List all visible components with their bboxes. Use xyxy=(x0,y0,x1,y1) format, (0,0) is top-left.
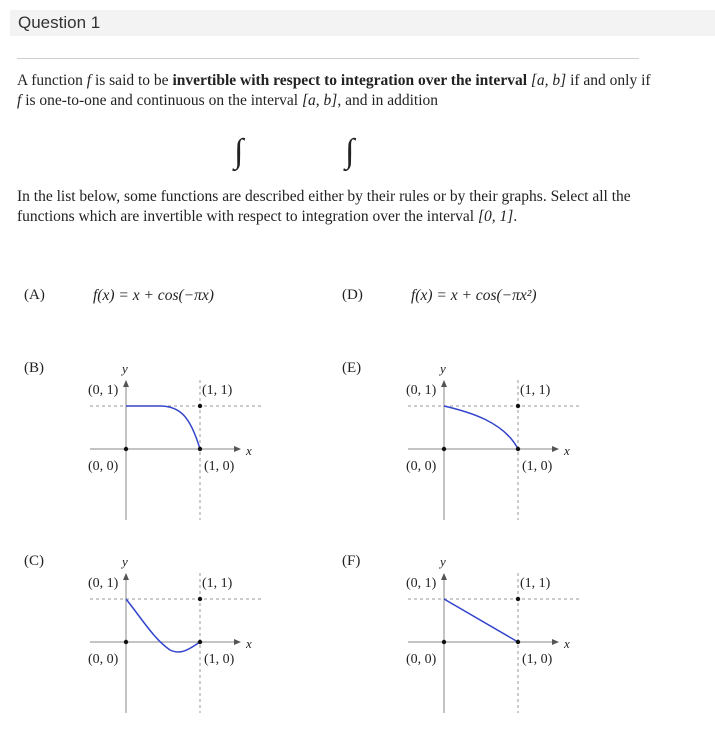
svg-text:(0, 1): (0, 1) xyxy=(88,383,119,398)
svg-text:y: y xyxy=(122,554,128,569)
svg-text:x: x xyxy=(564,443,570,458)
point-00 xyxy=(124,640,128,644)
x-axis-arrow xyxy=(234,639,241,645)
svg-text:x: x xyxy=(246,636,252,651)
svg-text:(1, 0): (1, 0) xyxy=(204,459,235,474)
point-10 xyxy=(516,640,520,644)
definition-term: invertible with respect to integration over the interval xyxy=(172,72,527,89)
option-a-formula: f(x) = x + cos(−πx) xyxy=(93,287,214,304)
svg-text:(1, 1): (1, 1) xyxy=(202,576,233,591)
divider xyxy=(17,58,639,59)
question-title: Question 1 xyxy=(18,13,101,32)
point-10 xyxy=(198,640,202,644)
svg-text:(0, 0): (0, 0) xyxy=(88,459,119,474)
x-axis-arrow xyxy=(552,639,559,645)
graph-c xyxy=(82,553,262,718)
point-11 xyxy=(198,404,202,408)
point-00 xyxy=(442,640,446,644)
option-b-label[interactable]: (B) xyxy=(24,360,44,376)
point-00 xyxy=(442,447,446,451)
point-11 xyxy=(516,404,520,408)
curve xyxy=(126,599,200,652)
instruction-paragraph: In the list below, some functions are described either by their rules or by their graphs. Select all the functions which are invertible with respect to integration over the interval [0, 1]. xyxy=(17,188,631,225)
svg-text:x: x xyxy=(564,636,570,651)
graph-e xyxy=(400,360,580,525)
curve xyxy=(444,406,518,449)
svg-text:(1, 1): (1, 1) xyxy=(202,383,233,398)
y-axis-arrow xyxy=(123,573,129,580)
point-10 xyxy=(516,447,520,451)
svg-text:y: y xyxy=(122,361,128,376)
svg-text:(0, 1): (0, 1) xyxy=(406,383,437,398)
curve xyxy=(444,599,518,642)
integral-sign-right: ∫ xyxy=(345,133,355,170)
option-d-label[interactable]: (D) xyxy=(342,287,363,303)
svg-text:(1, 0): (1, 0) xyxy=(522,652,553,667)
point-11 xyxy=(516,597,520,601)
svg-text:(0, 0): (0, 0) xyxy=(406,459,437,474)
svg-text:x: x xyxy=(246,443,252,458)
svg-text:(0, 0): (0, 0) xyxy=(88,652,119,667)
svg-text:(1, 1): (1, 1) xyxy=(520,576,551,591)
graph-f xyxy=(400,553,580,718)
svg-text:(1, 0): (1, 0) xyxy=(204,652,235,667)
svg-text:(0, 0): (0, 0) xyxy=(406,652,437,667)
svg-text:(0, 1): (0, 1) xyxy=(88,576,119,591)
option-f-label[interactable]: (F) xyxy=(342,553,361,569)
graph-b xyxy=(82,360,262,525)
point-10 xyxy=(198,447,202,451)
question-header xyxy=(10,10,715,36)
option-e-label[interactable]: (E) xyxy=(342,360,362,376)
y-axis-arrow xyxy=(441,573,447,580)
svg-text:(1, 0): (1, 0) xyxy=(522,459,553,474)
svg-text:(1, 1): (1, 1) xyxy=(520,383,551,398)
integral-equation xyxy=(232,126,532,178)
svg-text:(0, 1): (0, 1) xyxy=(406,576,437,591)
svg-text:y: y xyxy=(440,554,446,569)
y-axis-arrow xyxy=(123,380,129,387)
svg-text:y: y xyxy=(440,361,446,376)
point-11 xyxy=(198,597,202,601)
point-00 xyxy=(124,447,128,451)
curve xyxy=(126,406,200,449)
y-axis-arrow xyxy=(441,380,447,387)
x-axis-arrow xyxy=(552,446,559,452)
option-a-label[interactable]: (A) xyxy=(24,287,45,303)
option-d-formula: f(x) = x + cos(−πx²) xyxy=(411,287,537,304)
option-c-label[interactable]: (C) xyxy=(24,553,44,569)
x-axis-arrow xyxy=(234,446,241,452)
definition-paragraph: A function f is said to be invertible with respect to integration over the interval [a, b] if and only if f is one-to-one and continuous on the interval [a, b], and in addition xyxy=(17,72,651,109)
integral-sign-left: ∫ xyxy=(234,133,244,170)
